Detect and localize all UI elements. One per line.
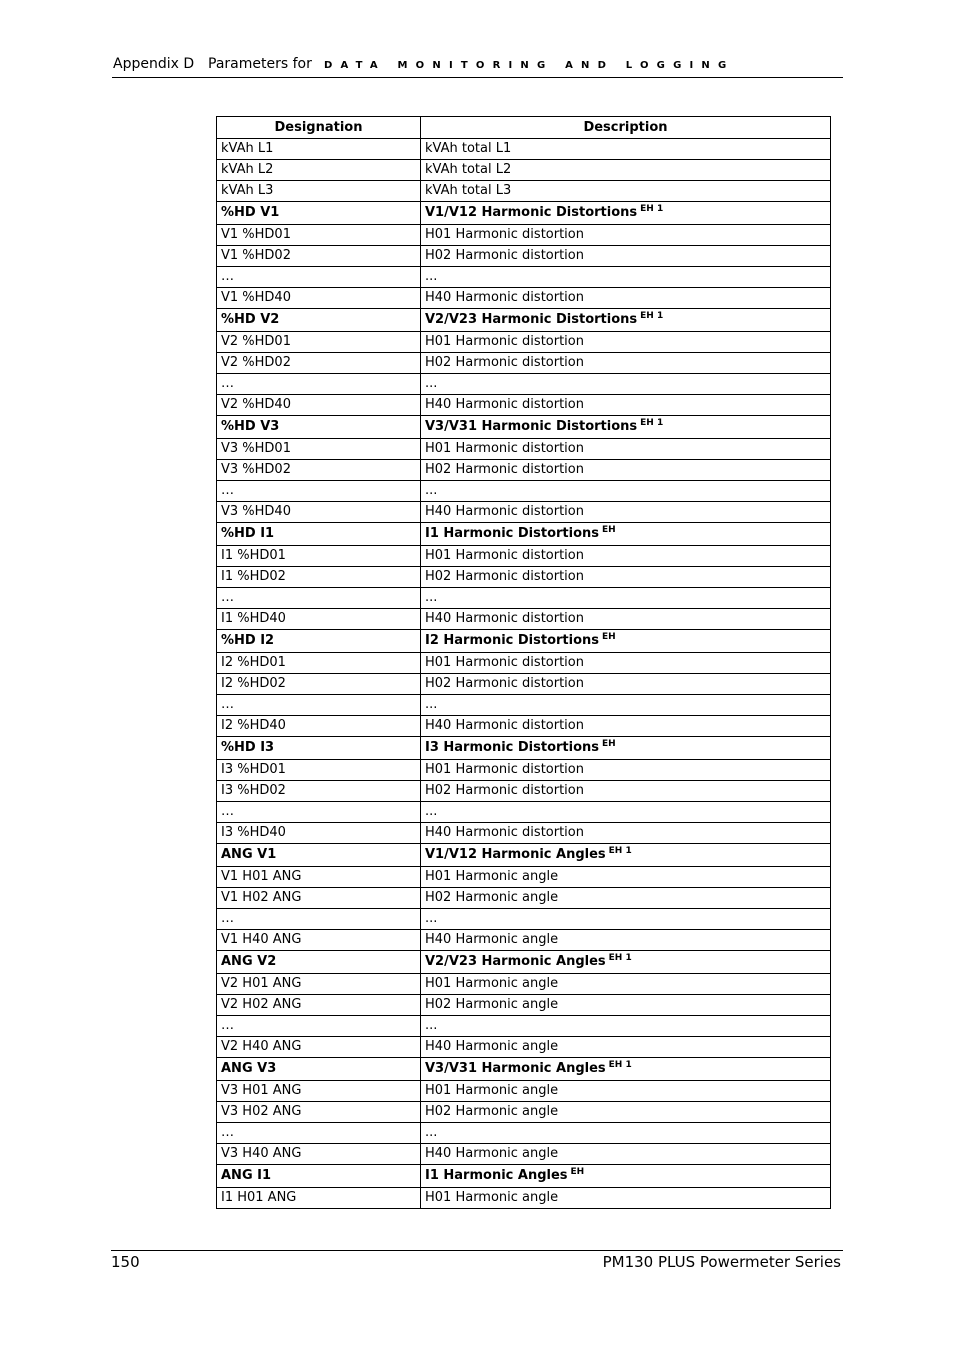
description-cell (421, 995, 831, 1016)
description-text: H01 Harmonic angle (425, 976, 559, 991)
table-row (217, 716, 831, 737)
description-text: H40 Harmonic distortion (425, 504, 584, 519)
description-cell (421, 353, 831, 374)
description-text: H40 Harmonic distortion (425, 718, 584, 733)
description-cell (421, 502, 831, 523)
description-text: V1/V12 Harmonic Angles (425, 847, 606, 862)
description-cell (421, 288, 831, 309)
designation-cell: … (217, 481, 421, 502)
description-text: H02 Harmonic distortion (425, 248, 584, 263)
designation-cell: … (217, 374, 421, 395)
table-row (217, 888, 831, 909)
designation-cell: ANG V2 (217, 951, 421, 974)
page-footer (111, 1250, 843, 1273)
description-text: ... (425, 911, 438, 926)
table-row (217, 781, 831, 802)
table-group-row (217, 1165, 831, 1188)
description-cell (421, 888, 831, 909)
description-text: V3/V31 Harmonic Distortions (425, 419, 638, 434)
table-group-row (217, 1058, 831, 1081)
description-text: H01 Harmonic distortion (425, 334, 584, 349)
description-cell (421, 1188, 831, 1209)
description-cell (421, 1144, 831, 1165)
footnote-marker: EH 1 (640, 204, 664, 214)
designation-cell: I1 %HD01 (217, 546, 421, 567)
designation-cell: %HD V2 (217, 309, 421, 332)
description-text: H01 Harmonic angle (425, 1083, 559, 1098)
table-group-row (217, 844, 831, 867)
table-row (217, 225, 831, 246)
description-text: H02 Harmonic angle (425, 1104, 559, 1119)
description-text: I1 Harmonic Angles (425, 1168, 568, 1183)
table-row (217, 588, 831, 609)
description-cell (421, 695, 831, 716)
description-cell (421, 160, 831, 181)
table-row (217, 674, 831, 695)
description-cell (421, 802, 831, 823)
description-text: ... (425, 376, 438, 391)
designation-cell: V2 %HD40 (217, 395, 421, 416)
description-cell (421, 309, 831, 332)
designation-cell: V1 H01 ANG (217, 867, 421, 888)
designation-cell: I1 H01 ANG (217, 1188, 421, 1209)
description-cell (421, 523, 831, 546)
description-text: H40 Harmonic angle (425, 932, 559, 947)
description-text: V2/V23 Harmonic Angles (425, 954, 606, 969)
description-text: H40 Harmonic distortion (425, 397, 584, 412)
description-cell (421, 1016, 831, 1037)
description-text: H02 Harmonic angle (425, 890, 559, 905)
designation-cell: V2 H02 ANG (217, 995, 421, 1016)
description-cell (421, 267, 831, 288)
table-group-row (217, 951, 831, 974)
table-row (217, 288, 831, 309)
designation-cell: … (217, 1123, 421, 1144)
designation-cell: V1 %HD02 (217, 246, 421, 267)
description-cell (421, 460, 831, 481)
description-text: ... (425, 697, 438, 712)
description-cell (421, 909, 831, 930)
designation-cell: V3 H02 ANG (217, 1102, 421, 1123)
table-group-row (217, 309, 831, 332)
designation-cell: V1 H40 ANG (217, 930, 421, 951)
designation-cell: I3 %HD02 (217, 781, 421, 802)
appendix-label: Appendix D (113, 56, 195, 72)
table-row (217, 567, 831, 588)
description-text: H02 Harmonic distortion (425, 783, 584, 798)
table-row (217, 995, 831, 1016)
table-row (217, 439, 831, 460)
description-text: H02 Harmonic distortion (425, 355, 584, 370)
table-row (217, 502, 831, 523)
description-text: I3 Harmonic Distortions (425, 740, 600, 755)
table-row (217, 974, 831, 995)
footnote-marker: EH 1 (608, 846, 632, 856)
table-body (217, 139, 831, 1209)
table-header-row (217, 117, 831, 139)
table-group-row (217, 523, 831, 546)
designation-cell: ANG I1 (217, 1165, 421, 1188)
table-row (217, 139, 831, 160)
description-cell (421, 760, 831, 781)
designation-cell: I1 %HD02 (217, 567, 421, 588)
table-row (217, 930, 831, 951)
description-cell (421, 867, 831, 888)
table-row (217, 267, 831, 288)
description-text: kVAh total L2 (425, 162, 512, 177)
designation-cell: V3 %HD40 (217, 502, 421, 523)
table-row (217, 1144, 831, 1165)
description-cell (421, 395, 831, 416)
table-row (217, 546, 831, 567)
description-text: kVAh total L1 (425, 141, 512, 156)
footnote-marker: EH 1 (608, 1060, 632, 1070)
designation-cell: V2 %HD01 (217, 332, 421, 353)
table-row (217, 1037, 831, 1058)
column-header-description: Description (421, 117, 831, 139)
table-group-row (217, 630, 831, 653)
description-cell (421, 1037, 831, 1058)
description-cell (421, 139, 831, 160)
designation-cell: I3 %HD40 (217, 823, 421, 844)
designation-cell: kVAh L1 (217, 139, 421, 160)
designation-cell: V2 %HD02 (217, 353, 421, 374)
page-header (112, 54, 843, 78)
description-text: V3/V31 Harmonic Angles (425, 1061, 606, 1076)
description-text: H40 Harmonic distortion (425, 825, 584, 840)
designation-cell: V1 %HD40 (217, 288, 421, 309)
description-text: V2/V23 Harmonic Distortions (425, 312, 638, 327)
description-text: H02 Harmonic distortion (425, 462, 584, 477)
designation-cell: … (217, 695, 421, 716)
designation-cell: … (217, 267, 421, 288)
description-cell (421, 416, 831, 439)
description-text: H01 Harmonic distortion (425, 227, 584, 242)
designation-cell: %HD V1 (217, 202, 421, 225)
table-row (217, 160, 831, 181)
description-cell (421, 1058, 831, 1081)
description-text: ... (425, 483, 438, 498)
footnote-marker: EH (602, 739, 616, 749)
description-text: H01 Harmonic angle (425, 1190, 559, 1205)
designation-cell: I2 %HD02 (217, 674, 421, 695)
footnote-marker: EH 1 (608, 953, 632, 963)
description-cell (421, 202, 831, 225)
description-cell (421, 567, 831, 588)
description-text: H40 Harmonic angle (425, 1039, 559, 1054)
description-text: H01 Harmonic distortion (425, 548, 584, 563)
footnote-marker: EH (570, 1167, 585, 1177)
table-row (217, 246, 831, 267)
table-row (217, 760, 831, 781)
description-cell (421, 630, 831, 653)
document-title: PM130 PLUS Powermeter Series (602, 1253, 841, 1271)
designation-cell: %HD I2 (217, 630, 421, 653)
table-row (217, 909, 831, 930)
description-text: ... (425, 804, 438, 819)
description-text: H02 Harmonic distortion (425, 569, 584, 584)
designation-cell: I2 %HD01 (217, 653, 421, 674)
table-row (217, 374, 831, 395)
designation-cell: … (217, 909, 421, 930)
designation-cell: kVAh L2 (217, 160, 421, 181)
designation-cell: V2 H01 ANG (217, 974, 421, 995)
parameters-for-label: Parameters for (208, 56, 312, 72)
description-text: H40 Harmonic angle (425, 1146, 559, 1161)
description-cell (421, 951, 831, 974)
designation-cell: … (217, 588, 421, 609)
description-text: H01 Harmonic distortion (425, 441, 584, 456)
description-cell (421, 974, 831, 995)
table-row (217, 867, 831, 888)
designation-cell: I3 %HD01 (217, 760, 421, 781)
description-cell (421, 225, 831, 246)
description-cell (421, 716, 831, 737)
description-cell (421, 246, 831, 267)
description-cell (421, 930, 831, 951)
designation-cell: %HD I1 (217, 523, 421, 546)
description-cell (421, 439, 831, 460)
designation-cell: V2 H40 ANG (217, 1037, 421, 1058)
designation-cell: %HD V3 (217, 416, 421, 439)
designation-cell: … (217, 1016, 421, 1037)
designation-cell: V1 %HD01 (217, 225, 421, 246)
parameters-table (216, 116, 831, 1209)
description-text: H01 Harmonic angle (425, 869, 559, 884)
table-row (217, 181, 831, 202)
description-cell (421, 374, 831, 395)
designation-cell: I1 %HD40 (217, 609, 421, 630)
description-cell (421, 823, 831, 844)
description-cell (421, 609, 831, 630)
description-text: I2 Harmonic Distortions (425, 633, 600, 648)
description-text: H40 Harmonic distortion (425, 290, 584, 305)
description-text: ... (425, 1018, 438, 1033)
designation-cell: kVAh L3 (217, 181, 421, 202)
description-text: ... (425, 1125, 438, 1140)
description-text: H01 Harmonic distortion (425, 655, 584, 670)
description-cell (421, 781, 831, 802)
description-cell (421, 1081, 831, 1102)
description-cell (421, 653, 831, 674)
description-text: H02 Harmonic distortion (425, 676, 584, 691)
description-text: I1 Harmonic Distortions (425, 526, 600, 541)
table-row (217, 1102, 831, 1123)
table-row (217, 1188, 831, 1209)
designation-cell: V1 H02 ANG (217, 888, 421, 909)
footnote-marker: EH (602, 525, 616, 535)
table-row (217, 823, 831, 844)
table-row (217, 1123, 831, 1144)
description-cell (421, 844, 831, 867)
description-text: H40 Harmonic distortion (425, 611, 584, 626)
table-row (217, 353, 831, 374)
table-row (217, 802, 831, 823)
table-group-row (217, 737, 831, 760)
designation-cell: %HD I3 (217, 737, 421, 760)
footnote-marker: EH (602, 632, 616, 642)
table-row (217, 695, 831, 716)
description-cell (421, 1165, 831, 1188)
description-text: V1/V12 Harmonic Distortions (425, 205, 638, 220)
designation-cell: V3 %HD01 (217, 439, 421, 460)
description-cell (421, 1123, 831, 1144)
description-cell (421, 332, 831, 353)
section-title: DATA MONITORING AND LOGGING (324, 60, 735, 71)
designation-cell: I2 %HD40 (217, 716, 421, 737)
description-cell (421, 546, 831, 567)
designation-cell: V3 %HD02 (217, 460, 421, 481)
table-row (217, 1081, 831, 1102)
designation-cell: ANG V1 (217, 844, 421, 867)
table-group-row (217, 202, 831, 225)
description-text: H01 Harmonic distortion (425, 762, 584, 777)
description-text: H02 Harmonic angle (425, 997, 559, 1012)
table-row (217, 395, 831, 416)
table-row (217, 332, 831, 353)
description-cell (421, 1102, 831, 1123)
designation-cell: V3 H01 ANG (217, 1081, 421, 1102)
table-row (217, 460, 831, 481)
table-row (217, 481, 831, 502)
page-number: 150 (111, 1253, 140, 1271)
table-group-row (217, 416, 831, 439)
table-row (217, 1016, 831, 1037)
footnote-marker: EH 1 (640, 311, 664, 321)
description-cell (421, 674, 831, 695)
description-text: ... (425, 269, 438, 284)
description-cell (421, 737, 831, 760)
designation-cell: V3 H40 ANG (217, 1144, 421, 1165)
description-text: ... (425, 590, 438, 605)
description-cell (421, 481, 831, 502)
table-row (217, 653, 831, 674)
column-header-designation: Designation (217, 117, 421, 139)
description-text: kVAh total L3 (425, 183, 512, 198)
table-row (217, 609, 831, 630)
designation-cell: ANG V3 (217, 1058, 421, 1081)
description-cell (421, 181, 831, 202)
description-cell (421, 588, 831, 609)
designation-cell: … (217, 802, 421, 823)
footnote-marker: EH 1 (640, 418, 664, 428)
